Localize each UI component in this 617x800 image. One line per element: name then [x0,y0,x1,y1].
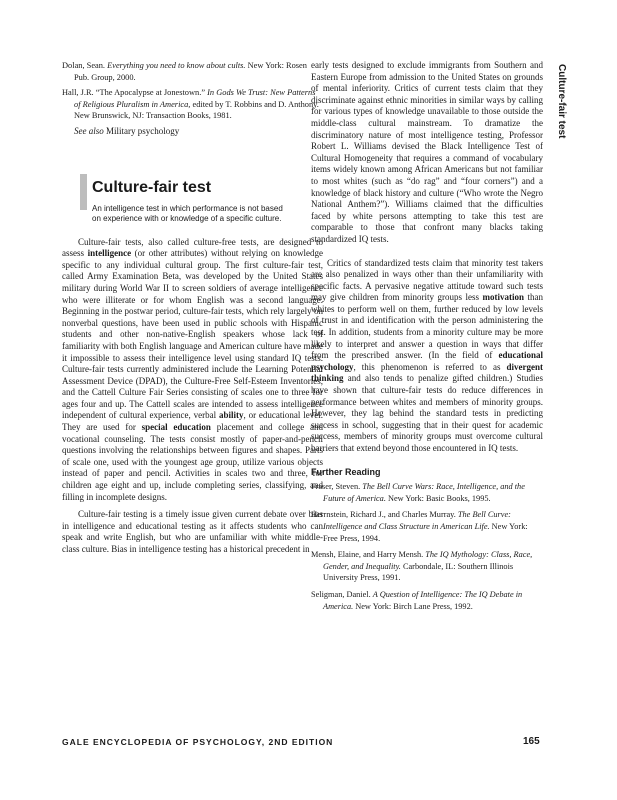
body-paragraph: Culture-fair tests, also called culture-free tests, are designed to assess intelligence (or other attributes) without relying on knowledge specific to any individual cultural group. The first culture-fair test, called Army Examination Beta, was developed by the United States military during World War II to screen soldiers of average intelligence who were illiterate or for whom English was a second language. Beginning in the postwar period, culture-fair tests, which rely largely on nonverbal questions, have been used in public schools with Hispanic students and other non-native-English speakers whose lack of familiarity with both English language and American culture have made it impossible to assess their intelligence level using standard IQ tests. Culture-fair tests currently administered include the Learning Potential Assessment Device (DPAD), the Culture-Free Self-Esteem Inventories, and the Cattell Culture Fair Series consisting of scales one to three for ages four and up. The Cattell scales are intended to assess intelligence independent of cultural experience, verbal ability, or educational level. They are used for special education placement and college and vocational counseling. The tests consist mostly of paper-and-pencil questions involving the relationships between figures and shapes. Parts of scale one, used with the youngest age group, utilize various objects instead of paper and pencil. Activities in scales two and three, for children age eight and up, include completing series, classifying, and filling in incomplete designs. [62,236,323,502]
entry-definition: An intelligence test in which performance is not based on experience with or knowledge of a specific culture. [92,203,283,224]
body-paragraph: Critics of standardized tests claim that minority test takers are also penalized in ways other than their unfamiliarity with specific facts. A pervasive negative attitude toward such tests may give children from minority groups less motivation than whites to perform well on them, further reduced by low levels of trust in and identification with the person administering the test. In addition, students from a minority culture may be more likely to interpret and answer a question in ways that differ from the prescribed answer. (In the field of educational psychology, this phenomenon is referred to as divergent thinking and also tends to penalize gifted children.) Studies have shown that culture-fair tests do reduce differences in performance between whites and members of minority groups. However, they lag behind the standard tests in predicting success in school, suggesting that in their quest for academic success, members of minority groups must overcome cultural barriers that extend beyond those encountered in IQ tests. [311,257,543,453]
reference-item: Herrnstein, Richard J., and Charles Murray. The Bell Curve: Intelligence and Class Structure in American Life. New York: Free Press, 1994. [311,510,528,543]
reference-item: Fraser, Steven. The Bell Curve Wars: Race, Intelligence, and the Future of America. New York: Basic Books, 1995. [311,482,525,503]
reference-item: Seligman, Daniel. A Question of Intelligence: The IQ Debate in America. New York: Birch Lane Press, 1992. [311,589,523,611]
term-link[interactable]: ability [218,410,244,421]
see-also-link[interactable]: Military psychology [106,125,180,136]
left-column [62,60,323,562]
body-paragraph: Culture-fair testing is a timely issue given current debate over bias in intelligence and educational testing as it affects students who can speak and write English, but who are unfamiliar with white middle-class culture. Bias in intelligence testing has a historical precedent in [62,509,323,554]
running-header: Culture-fair test [556,64,567,139]
term-link[interactable]: intelligence [87,248,132,259]
right-column [311,60,543,617]
term-link[interactable]: special education [141,422,211,433]
term-link[interactable]: divergent thinking [311,361,543,384]
entry-marker-bar [80,174,87,210]
term-link[interactable]: educational psychology [311,350,543,372]
entry-heading-block [62,174,323,225]
page-footer: GALE ENCYCLOPEDIA OF PSYCHOLOGY, 2ND EDITION [62,737,334,747]
further-reading-heading: Further Reading [311,466,381,477]
term-link[interactable]: motivation [482,292,524,303]
reference-item: Hall, J.R. “The Apocalypse at Jonestown.” In Gods We Trust: New Patterns of Religious Pluralism in America, edited by T. Robbins and D. Anthony. New Brunswick, NJ: Transaction Books, 1981. [62,88,319,121]
reference-item: Dolan, Sean. Everything you need to know about cults. New York: Rosen Pub. Group, 2000. [62,61,307,82]
reference-item: Mensh, Elaine, and Harry Mensh. The IQ Mythology: Class, Race, Gender, and Inequality. Carbondale, IL: Southern Illinois University Press, 1991. [311,550,533,583]
entry-title: Culture-fair test [92,178,212,196]
see-also: See also Military psychology [74,125,180,136]
page-number: 165 [523,736,540,747]
body-paragraph: early tests designed to exclude immigrants from Southern and Eastern Europe from admission to the United States on grounds of mental inferiority. Critics of current tests claim that they discriminate against ethnic minorities in similar ways by calling for various types of knowledge unavailable to those outside the middle-class cultural mainstream. To dramatize the discriminatory nature of most intelligence testing, Professor Robert L. Williams devised the Black Intelligence Test of Cultural Homogeneity that requires a command of vocabulary items widely known among African Americans but not familiar to most whites (such as “do rag” and “four corners”) and a knowledge of black history and culture (“Who wrote the Negro National Anthem?”). Williams claimed that the difficulties faced by white persons attempting to take this test are comparable to those that confront many blacks taking standardized IQ tests. [311,60,543,244]
